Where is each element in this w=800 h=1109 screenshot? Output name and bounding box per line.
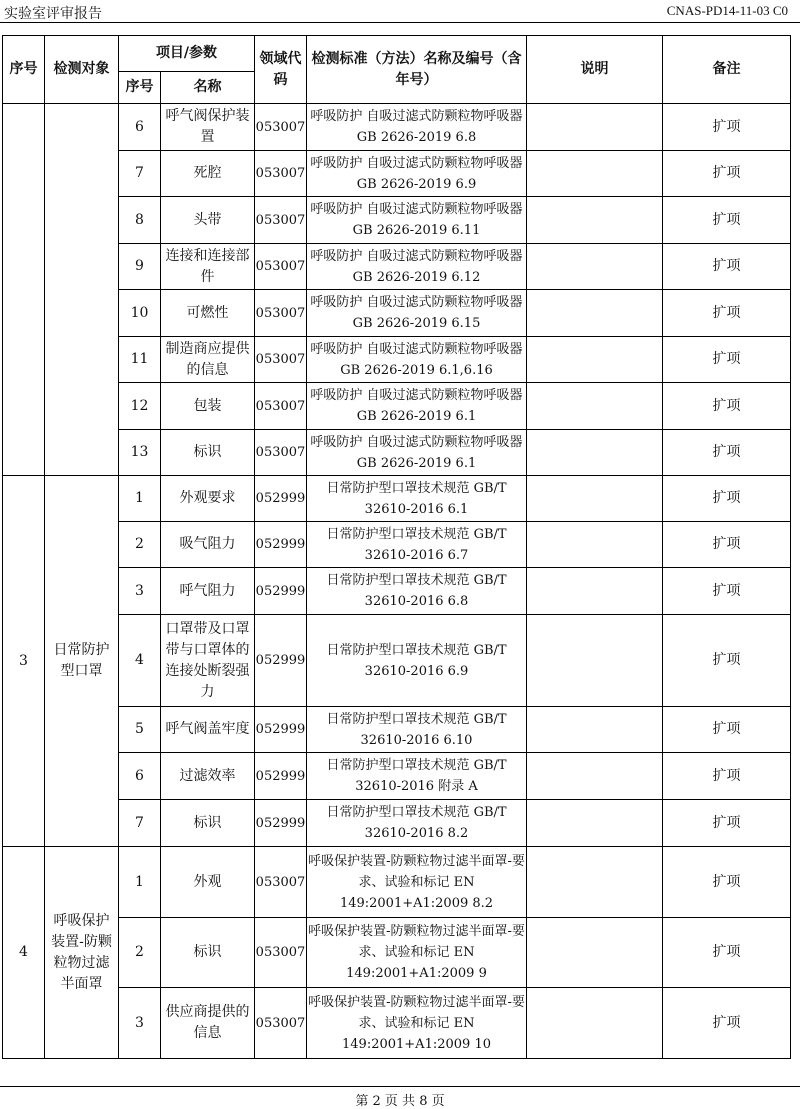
- standard-ref: 日常防护型口罩技术规范 GB/T 32610-2016 6.9: [307, 615, 527, 707]
- table-row: [3, 522, 791, 568]
- standard-ref: 呼吸防护 自吸过滤式防颗粒物呼吸器 GB 2626-2019 6.12: [307, 244, 527, 290]
- item-remark: 扩项: [663, 104, 791, 151]
- item-no: 2: [119, 918, 161, 988]
- table-row: [3, 244, 791, 290]
- group-seq: 3: [3, 476, 45, 847]
- standard-ref: 日常防护型口罩技术规范 GB/T 32610-2016 6.1: [307, 476, 527, 522]
- item-name: 外观要求: [161, 476, 255, 522]
- header-remark: 备注: [663, 36, 791, 104]
- item-no: 2: [119, 522, 161, 568]
- domain-code: 052999: [255, 522, 307, 568]
- item-note: [527, 615, 663, 707]
- domain-code: 053007: [255, 988, 307, 1059]
- header-note: 说明: [527, 36, 663, 104]
- item-no: 3: [119, 988, 161, 1059]
- item-no: 8: [119, 197, 161, 244]
- header-object: 检测对象: [45, 36, 119, 104]
- item-name: 口罩带及口罩带与口罩体的连接处断裂强力: [161, 615, 255, 707]
- item-remark: 扩项: [663, 918, 791, 988]
- item-remark: 扩项: [663, 847, 791, 918]
- item-no: 7: [119, 151, 161, 197]
- item-note: [527, 197, 663, 244]
- header-seq: 序号: [3, 36, 45, 104]
- item-name: 标识: [161, 800, 255, 847]
- header-item-param: 项目/参数: [119, 36, 255, 72]
- footer-divider: [0, 1086, 800, 1087]
- item-name: 外观: [161, 847, 255, 918]
- item-note: [527, 988, 663, 1059]
- item-remark: 扩项: [663, 290, 791, 337]
- standard-ref: 呼吸防护 自吸过滤式防颗粒物呼吸器 GB 2626-2019 6.1: [307, 430, 527, 476]
- standard-ref: 日常防护型口罩技术规范 GB/T 32610-2016 附录 A: [307, 753, 527, 800]
- group-seq: [3, 104, 45, 476]
- item-name: 吸气阻力: [161, 522, 255, 568]
- item-remark: 扩项: [663, 244, 791, 290]
- standard-ref: 呼吸防护 自吸过滤式防颗粒物呼吸器 GB 2626-2019 6.15: [307, 290, 527, 337]
- domain-code: 053007: [255, 290, 307, 337]
- table-row: [3, 476, 791, 522]
- item-name: 呼气阀保护装置: [161, 104, 255, 151]
- item-remark: 扩项: [663, 151, 791, 197]
- domain-code: 053007: [255, 104, 307, 151]
- item-remark: 扩项: [663, 383, 791, 430]
- standard-ref: 日常防护型口罩技术规范 GB/T 32610-2016 6.10: [307, 707, 527, 753]
- page-number: 第 2 页 共 8 页: [355, 1094, 445, 1109]
- item-note: [527, 918, 663, 988]
- item-name: 头带: [161, 197, 255, 244]
- standard-ref: 呼吸保护装置-防颗粒物过滤半面罩-要求、试验和标记 EN 149:2001+A1:2009 10: [307, 988, 527, 1059]
- domain-code: 052999: [255, 568, 307, 615]
- table-row: [3, 151, 791, 197]
- item-no: 9: [119, 244, 161, 290]
- domain-code: 052999: [255, 476, 307, 522]
- header-sub-seq: 序号: [119, 72, 161, 104]
- test-object: 呼吸保护装置-防颗粒物过滤半面罩: [45, 847, 119, 1059]
- table-row: [3, 615, 791, 707]
- item-note: [527, 568, 663, 615]
- domain-code: 052999: [255, 753, 307, 800]
- standard-ref: 呼吸保护装置-防颗粒物过滤半面罩-要求、试验和标记 EN 149:2001+A1:2009 8.2: [307, 847, 527, 918]
- table-row: [3, 847, 791, 918]
- header-divider: [0, 22, 800, 23]
- standard-ref: 呼吸防护 自吸过滤式防颗粒物呼吸器 GB 2626-2019 6.11: [307, 197, 527, 244]
- item-no: 10: [119, 290, 161, 337]
- header-domain-code: 领域代码: [255, 36, 307, 104]
- table-row: [3, 337, 791, 383]
- item-note: [527, 522, 663, 568]
- standard-ref: 呼吸防护 自吸过滤式防颗粒物呼吸器 GB 2626-2019 6.9: [307, 151, 527, 197]
- item-note: [527, 707, 663, 753]
- item-remark: 扩项: [663, 800, 791, 847]
- table-row: [3, 197, 791, 244]
- item-no: 11: [119, 337, 161, 383]
- table-row: [3, 568, 791, 615]
- item-note: [527, 151, 663, 197]
- item-no: 5: [119, 707, 161, 753]
- item-name: 可燃性: [161, 290, 255, 337]
- item-name: 呼气阻力: [161, 568, 255, 615]
- item-name: 供应商提供的信息: [161, 988, 255, 1059]
- test-object: [45, 104, 119, 476]
- domain-code: 053007: [255, 430, 307, 476]
- item-name: 标识: [161, 430, 255, 476]
- item-remark: 扩项: [663, 568, 791, 615]
- table-row: [3, 800, 791, 847]
- standard-ref: 呼吸防护 自吸过滤式防颗粒物呼吸器 GB 2626-2019 6.1,6.16: [307, 337, 527, 383]
- table-row: [3, 104, 791, 151]
- domain-code: 052999: [255, 800, 307, 847]
- group-seq: 4: [3, 847, 45, 1059]
- table-row: [3, 383, 791, 430]
- table-row: [3, 290, 791, 337]
- item-remark: 扩项: [663, 707, 791, 753]
- item-note: [527, 383, 663, 430]
- standard-ref: 日常防护型口罩技术规范 GB/T 32610-2016 8.2: [307, 800, 527, 847]
- domain-code: 053007: [255, 337, 307, 383]
- domain-code: 053007: [255, 151, 307, 197]
- item-no: 1: [119, 476, 161, 522]
- item-name: 过滤效率: [161, 753, 255, 800]
- table-row: [3, 988, 791, 1059]
- item-name: 制造商应提供的信息: [161, 337, 255, 383]
- item-remark: 扩项: [663, 476, 791, 522]
- report-title: 实验室评审报告: [4, 6, 102, 22]
- standard-ref: 呼吸防护 自吸过滤式防颗粒物呼吸器 GB 2626-2019 6.1: [307, 383, 527, 430]
- item-no: 1: [119, 847, 161, 918]
- item-no: 6: [119, 104, 161, 151]
- item-remark: 扩项: [663, 337, 791, 383]
- standard-ref: 日常防护型口罩技术规范 GB/T 32610-2016 6.8: [307, 568, 527, 615]
- domain-code: 053007: [255, 918, 307, 988]
- table-row: [3, 918, 791, 988]
- item-note: [527, 847, 663, 918]
- item-name: 呼气阀盖牢度: [161, 707, 255, 753]
- item-remark: 扩项: [663, 988, 791, 1059]
- test-object: 日常防护型口罩: [45, 476, 119, 847]
- item-name: 标识: [161, 918, 255, 988]
- standard-ref: 呼吸保护装置-防颗粒物过滤半面罩-要求、试验和标记 EN 149:2001+A1:2009 9: [307, 918, 527, 988]
- item-note: [527, 800, 663, 847]
- item-remark: 扩项: [663, 430, 791, 476]
- item-note: [527, 430, 663, 476]
- table-body: [3, 104, 791, 1059]
- test-items-table: [2, 35, 791, 1059]
- item-note: [527, 337, 663, 383]
- item-remark: 扩项: [663, 615, 791, 707]
- item-no: 12: [119, 383, 161, 430]
- item-remark: 扩项: [663, 753, 791, 800]
- item-note: [527, 104, 663, 151]
- domain-code: 053007: [255, 847, 307, 918]
- standard-ref: 呼吸防护 自吸过滤式防颗粒物呼吸器 GB 2626-2019 6.8: [307, 104, 527, 151]
- table-row: [3, 430, 791, 476]
- standard-ref: 日常防护型口罩技术规范 GB/T 32610-2016 6.7: [307, 522, 527, 568]
- header-standard: 检测标准（方法）名称及编号（含年号）: [307, 36, 527, 104]
- domain-code: 053007: [255, 244, 307, 290]
- item-name: 包装: [161, 383, 255, 430]
- domain-code: 053007: [255, 383, 307, 430]
- item-remark: 扩项: [663, 522, 791, 568]
- item-name: 连接和连接部件: [161, 244, 255, 290]
- item-no: 3: [119, 568, 161, 615]
- item-no: 6: [119, 753, 161, 800]
- table-row: [3, 707, 791, 753]
- item-note: [527, 753, 663, 800]
- item-note: [527, 290, 663, 337]
- item-name: 死腔: [161, 151, 255, 197]
- domain-code: 053007: [255, 197, 307, 244]
- document-code: CNAS-PD14-11-03 C0: [666, 3, 788, 18]
- header-name: 名称: [161, 72, 255, 104]
- domain-code: 052999: [255, 615, 307, 707]
- item-note: [527, 244, 663, 290]
- item-no: 4: [119, 615, 161, 707]
- item-remark: 扩项: [663, 197, 791, 244]
- item-note: [527, 476, 663, 522]
- table-row: [3, 753, 791, 800]
- item-no: 13: [119, 430, 161, 476]
- domain-code: 052999: [255, 707, 307, 753]
- item-no: 7: [119, 800, 161, 847]
